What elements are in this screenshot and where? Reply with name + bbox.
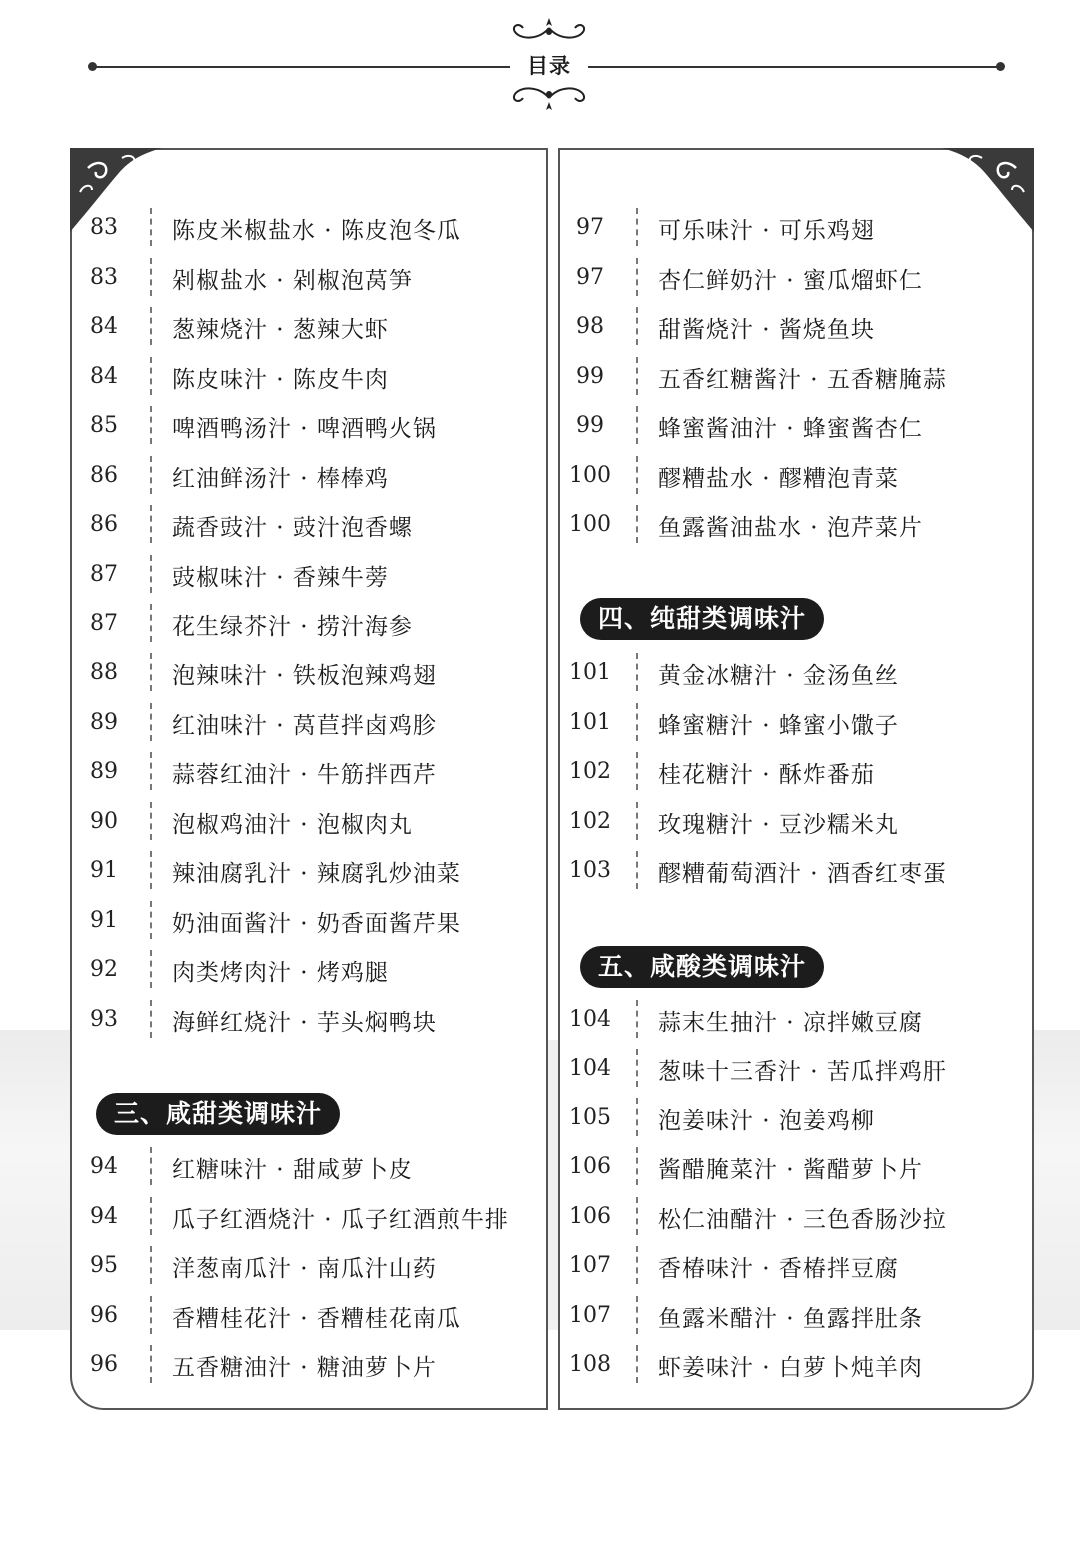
- entry-title: 五香糖油汁 · 糖油萝卜片: [172, 1355, 437, 1381]
- dashed-separator: [636, 1000, 638, 1038]
- page-number: 93: [90, 1007, 118, 1032]
- dashed-separator: [636, 1345, 638, 1383]
- header-rule-left: [92, 66, 510, 68]
- right-side-decoration: [1030, 1030, 1080, 1330]
- page-number: 87: [90, 562, 118, 587]
- corner-ornament-icon: [942, 148, 1034, 240]
- dashed-separator: [150, 851, 152, 889]
- dashed-separator: [150, 1246, 152, 1284]
- dashed-separator: [636, 752, 638, 790]
- dashed-separator: [150, 950, 152, 988]
- page-number: 107: [569, 1253, 611, 1278]
- entry-title: 葱辣烧汁 · 葱辣大虾: [172, 317, 389, 343]
- dashed-separator: [150, 752, 152, 790]
- dashed-separator: [150, 258, 152, 296]
- page-number: 101: [569, 710, 611, 735]
- page-number: 86: [90, 463, 118, 488]
- entry-title: 洋葱南瓜汁 · 南瓜汁山药: [172, 1256, 437, 1282]
- entry-title: 蔬香豉汁 · 豉汁泡香螺: [172, 515, 413, 541]
- dashed-separator: [636, 357, 638, 395]
- dashed-separator: [636, 1246, 638, 1284]
- entry-title: 泡椒鸡油汁 · 泡椒肉丸: [172, 812, 413, 838]
- page-number: 100: [569, 512, 611, 537]
- header-line-end-dot: [996, 62, 1005, 71]
- entry-title: 五香红糖酱汁 · 五香糖腌蒜: [658, 367, 947, 393]
- dashed-separator: [150, 1000, 152, 1038]
- page-number: 95: [90, 1253, 118, 1278]
- dashed-separator: [636, 456, 638, 494]
- dashed-separator: [150, 653, 152, 691]
- page-number: 90: [90, 809, 118, 834]
- dashed-separator: [150, 357, 152, 395]
- entry-title: 鱼露米醋汁 · 鱼露拌肚条: [658, 1306, 923, 1332]
- dashed-separator: [636, 1147, 638, 1185]
- dashed-separator: [150, 1345, 152, 1383]
- page-number: 97: [576, 215, 604, 240]
- entry-title: 黄金冰糖汁 · 金汤鱼丝: [658, 663, 899, 689]
- dashed-separator: [636, 258, 638, 296]
- page-number: 106: [569, 1154, 611, 1179]
- entry-title: 酱醋腌菜汁 · 酱醋萝卜片: [658, 1157, 923, 1183]
- dashed-separator: [636, 851, 638, 889]
- section-heading: 五、咸酸类调味汁: [580, 946, 824, 988]
- dashed-separator: [636, 703, 638, 741]
- entry-title: 玫瑰糖汁 · 豆沙糯米丸: [658, 812, 899, 838]
- page-number: 89: [90, 759, 118, 784]
- page-number: 108: [569, 1352, 611, 1377]
- entry-title: 蒜末生抽汁 · 凉拌嫩豆腐: [658, 1010, 923, 1036]
- dashed-separator: [636, 307, 638, 345]
- page-number: 84: [90, 364, 118, 389]
- dashed-separator: [636, 1296, 638, 1334]
- page-number: 91: [90, 858, 118, 883]
- page-number: 102: [569, 759, 611, 784]
- entry-title: 泡辣味汁 · 铁板泡辣鸡翅: [172, 663, 437, 689]
- dashed-separator: [636, 505, 638, 543]
- page-number: 104: [569, 1007, 611, 1032]
- dashed-separator: [150, 802, 152, 840]
- entry-title: 醪糟盐水 · 醪糟泡青菜: [658, 466, 899, 492]
- entry-title: 剁椒盐水 · 剁椒泡莴笋: [172, 268, 413, 294]
- dashed-separator: [150, 456, 152, 494]
- page-number: 83: [90, 265, 118, 290]
- page-number: 99: [576, 364, 604, 389]
- left-side-decoration: [0, 1030, 75, 1330]
- page-number: 85: [90, 413, 118, 438]
- header-bottom-ornament: [505, 78, 593, 112]
- page-number: 86: [90, 512, 118, 537]
- page-number: 98: [576, 314, 604, 339]
- entry-title: 香椿味汁 · 香椿拌豆腐: [658, 1256, 899, 1282]
- section-heading: 四、纯甜类调味汁: [580, 598, 824, 640]
- entry-title: 陈皮味汁 · 陈皮牛肉: [172, 367, 389, 393]
- entry-title: 杏仁鲜奶汁 · 蜜瓜熘虾仁: [658, 268, 923, 294]
- dashed-separator: [150, 208, 152, 246]
- page-number: 100: [569, 463, 611, 488]
- page-number: 83: [90, 215, 118, 240]
- dashed-separator: [150, 505, 152, 543]
- entry-title: 蜂蜜酱油汁 · 蜂蜜酱杏仁: [658, 416, 923, 442]
- page-number: 103: [569, 858, 611, 883]
- entry-title: 啤酒鸭汤汁 · 啤酒鸭火锅: [172, 416, 437, 442]
- dashed-separator: [636, 1049, 638, 1087]
- dashed-separator: [636, 653, 638, 691]
- dashed-separator: [150, 1197, 152, 1235]
- dashed-separator: [150, 555, 152, 593]
- dashed-separator: [150, 1296, 152, 1334]
- entry-title: 鱼露酱油盐水 · 泡芹菜片: [658, 515, 923, 541]
- entry-title: 海鲜红烧汁 · 芋头焖鸭块: [172, 1010, 437, 1036]
- entry-title: 红油味汁 · 莴苣拌卤鸡胗: [172, 713, 437, 739]
- entry-title: 桂花糖汁 · 酥炸番茄: [658, 762, 875, 788]
- entry-title: 醪糟葡萄酒汁 · 酒香红枣蛋: [658, 861, 947, 887]
- dashed-separator: [150, 406, 152, 444]
- page-number: 96: [90, 1352, 118, 1377]
- dashed-separator: [150, 1147, 152, 1185]
- dashed-separator: [150, 703, 152, 741]
- page-number: 94: [90, 1154, 118, 1179]
- page-number: 87: [90, 611, 118, 636]
- page-number: 99: [576, 413, 604, 438]
- dashed-separator: [150, 307, 152, 345]
- dashed-separator: [636, 1197, 638, 1235]
- entry-title: 红糖味汁 · 甜咸萝卜皮: [172, 1157, 413, 1183]
- entry-title: 蒜蓉红油汁 · 牛筋拌西芹: [172, 762, 437, 788]
- dashed-separator: [150, 604, 152, 642]
- page-number: 84: [90, 314, 118, 339]
- page-number: 91: [90, 908, 118, 933]
- page-number: 97: [576, 265, 604, 290]
- entry-title: 辣油腐乳汁 · 辣腐乳炒油菜: [172, 861, 461, 887]
- dashed-separator: [636, 406, 638, 444]
- page-number: 102: [569, 809, 611, 834]
- entry-title: 松仁油醋汁 · 三色香肠沙拉: [658, 1207, 947, 1233]
- entry-title: 瓜子红酒烧汁 · 瓜子红酒煎牛排: [172, 1207, 509, 1233]
- entry-title: 花生绿芥汁 · 捞汁海参: [172, 614, 413, 640]
- page-number: 106: [569, 1204, 611, 1229]
- dashed-separator: [636, 208, 638, 246]
- entry-title: 陈皮米椒盐水 · 陈皮泡冬瓜: [172, 218, 461, 244]
- header-rule-right: [588, 66, 1000, 68]
- page-number: 94: [90, 1204, 118, 1229]
- page-number: 101: [569, 660, 611, 685]
- entry-title: 红油鲜汤汁 · 棒棒鸡: [172, 466, 389, 492]
- entry-title: 肉类烤肉汁 · 烤鸡腿: [172, 960, 389, 986]
- entry-title: 泡姜味汁 · 泡姜鸡柳: [658, 1108, 875, 1134]
- toc-right-panel: [558, 148, 1034, 1410]
- page-number: 105: [569, 1105, 611, 1130]
- entry-title: 蜂蜜糖汁 · 蜂蜜小馓子: [658, 713, 899, 739]
- dashed-separator: [150, 901, 152, 939]
- entry-title: 甜酱烧汁 · 酱烧鱼块: [658, 317, 875, 343]
- page-number: 96: [90, 1303, 118, 1328]
- dashed-separator: [636, 1098, 638, 1136]
- entry-title: 香糟桂花汁 · 香糟桂花南瓜: [172, 1306, 461, 1332]
- page-number: 104: [569, 1056, 611, 1081]
- page-number: 92: [90, 957, 118, 982]
- entry-title: 葱味十三香汁 · 苦瓜拌鸡肝: [658, 1059, 947, 1085]
- toc-left-panel: [70, 148, 548, 1410]
- dashed-separator: [636, 802, 638, 840]
- page-number: 89: [90, 710, 118, 735]
- section-heading: 三、咸甜类调味汁: [96, 1093, 340, 1135]
- entry-title: 虾姜味汁 · 白萝卜炖羊肉: [658, 1355, 923, 1381]
- page-title: 目录: [527, 54, 571, 78]
- page-number: 107: [569, 1303, 611, 1328]
- header-top-ornament: [505, 14, 593, 48]
- entry-title: 豉椒味汁 · 香辣牛蒡: [172, 565, 389, 591]
- entry-title: 可乐味汁 · 可乐鸡翅: [658, 218, 875, 244]
- page-number: 88: [90, 660, 118, 685]
- entry-title: 奶油面酱汁 · 奶香面酱芹果: [172, 911, 461, 937]
